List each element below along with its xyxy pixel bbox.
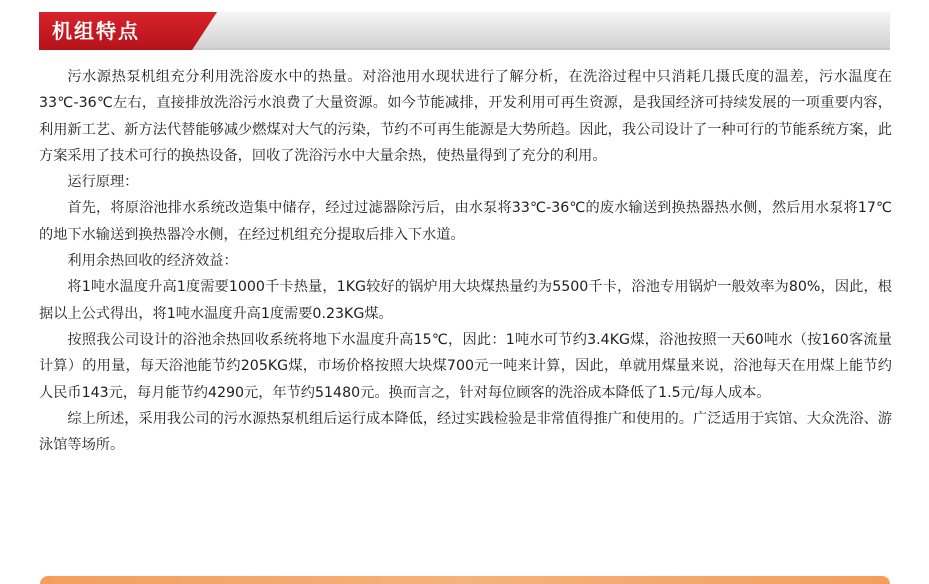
paragraph-benefit-heading: 利用余热回收的经济效益： bbox=[67, 253, 238, 270]
paragraph-benefit-calc: 将1吨水温度升高1度需要1000千卡热量，1KG较好的锅炉用大块煤热量约为5500千卡，浴池专用锅炉一般效率为80%，因此，根据以上公式得出，将1吨水温度升高1度需要0.23KG煤。 bbox=[39, 279, 892, 322]
paragraph-principle: 首先，将原浴池排水系统改造集中储存，经过过滤器除污后，由水泵将33℃-36℃的废水输送到换热器热水侧，然后用水泵将17℃的地下水输送到换热器冷水侧，在经过机组充分提取后排入下水道。 bbox=[39, 200, 892, 243]
paragraph-intro: 污水源热泵机组充分利用洗浴废水中的热量。对浴池用水现状进行了解分析，在洗浴过程中只消耗几摄氏度的温差，污水温度在33℃-36℃左右，直接排放洗浴污水浪费了大量资源。如今节能减排，开发利用可再生资源，是我国经济可持续发展的一项重要内容，利用新工艺、新方法代替能够减少燃煤对大气的污染，节约不可再生能源是大势所趋。因此，我公司设计了一种可行的节能系统方案，此方案采用了技术可行的换热设备，回收了洗浴污水中大量余热，使热量得到了充分的利用。 bbox=[39, 69, 892, 164]
section-title: 机组特点 bbox=[52, 19, 140, 43]
next-section-bar bbox=[40, 576, 890, 584]
paragraph-conclusion: 综上所述，采用我公司的污水源热泵机组后运行成本降低，经过实践检验是非常值得推广和使用的。广泛适用于宾馆、大众洗浴、游泳馆等场所。 bbox=[39, 410, 892, 454]
paragraph-principle-heading: 运行原理： bbox=[67, 174, 139, 191]
paragraph-benefit-savings: 按照我公司设计的浴池余热回收系统将地下水温度升高15℃，因此：1吨水可节约3.4KG煤，浴池按照一天60吨水（按160客流量计算）的用量，每天浴池能节约205KG煤，市场价格按照大块煤700元一吨来计算，因此，单就用煤量来说，浴池每天在用煤上能节约人民币143元，每月能节约4290元，年节约51480元。换而言之，针对每位顾客的洗浴成本降低了1.5元/每人成本。 bbox=[39, 331, 892, 401]
article-body bbox=[39, 64, 892, 458]
